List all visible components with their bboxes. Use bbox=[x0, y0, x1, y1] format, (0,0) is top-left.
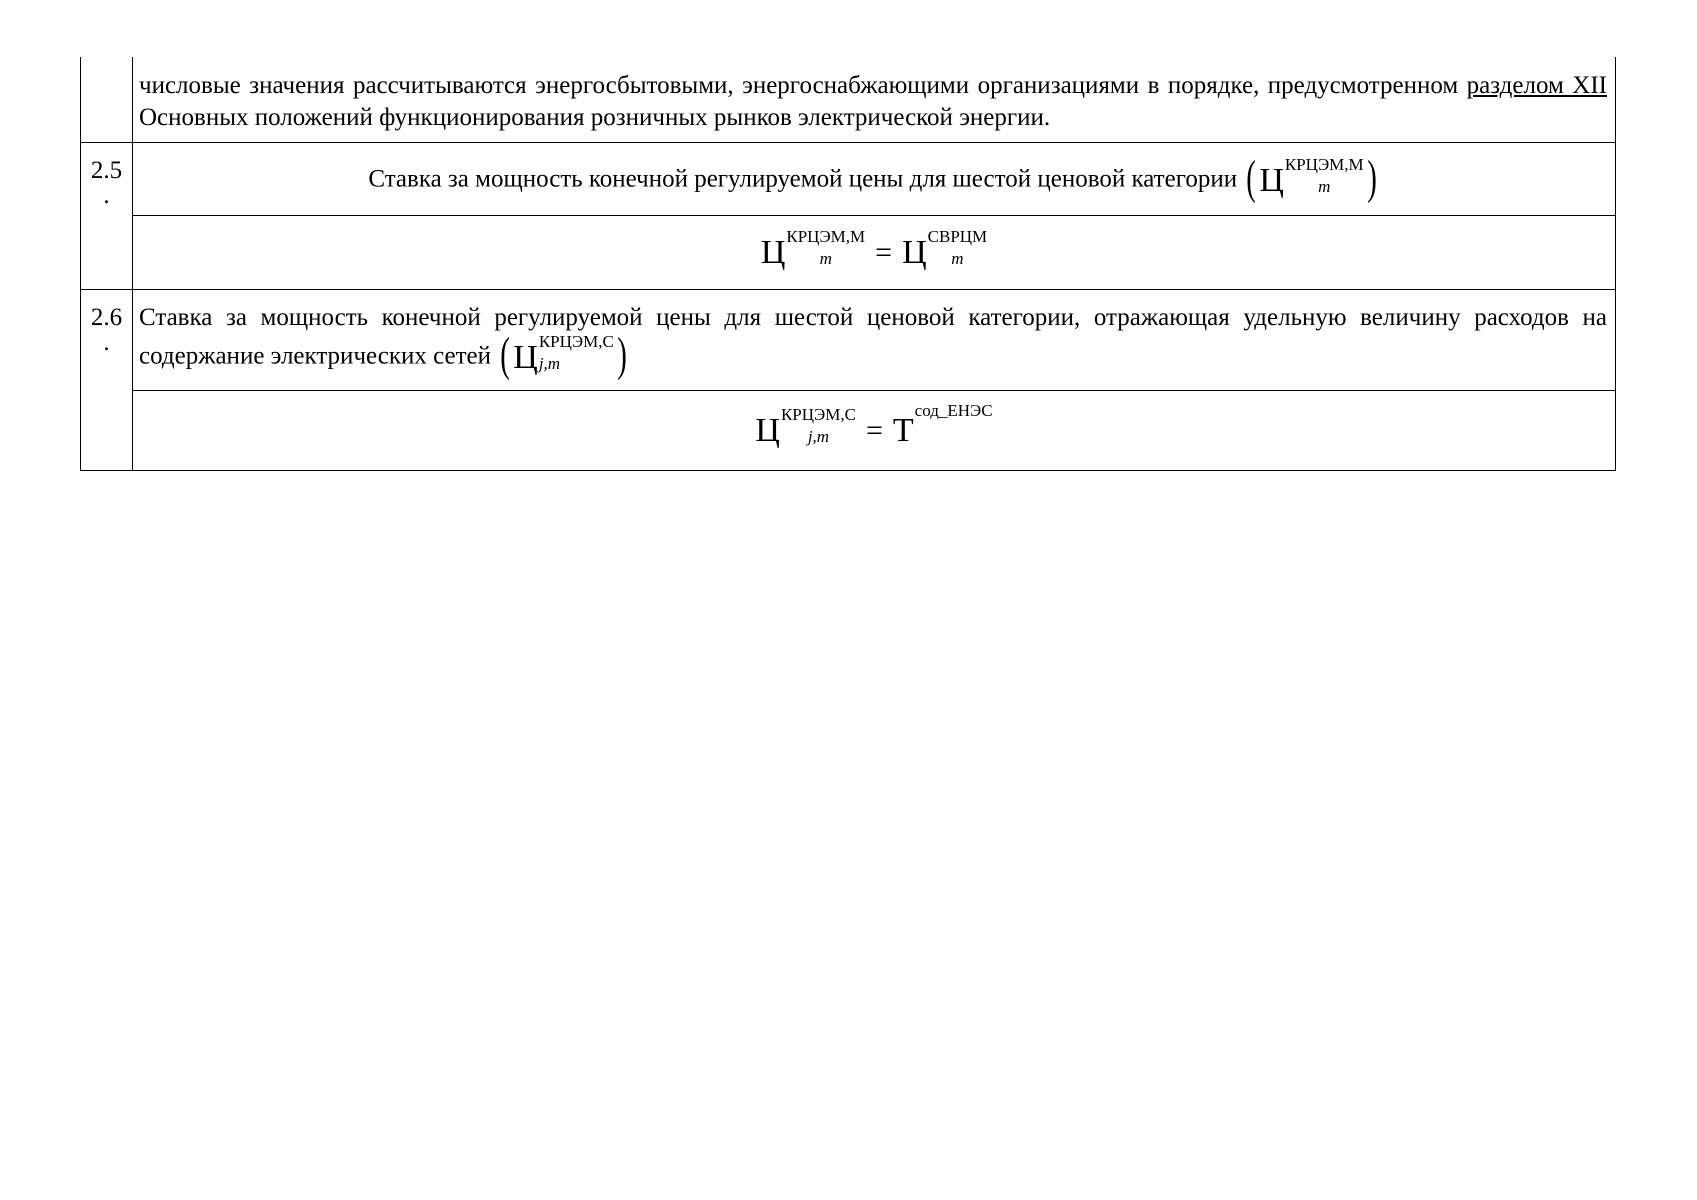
item-title-2-6 bbox=[133, 290, 1616, 391]
formula-superscript: КРЦЭМ,C bbox=[538, 332, 614, 351]
continued-text-cell bbox=[133, 57, 1616, 143]
continued-text-before: числовые значения рассчитываются энергосбытовыми, энергоснабжающими организациями в порядке, предусмотренном bbox=[139, 72, 1467, 99]
formula-lhs-subscript: m bbox=[819, 248, 832, 268]
item-title: Ставка за мощность конечной регулируемой цены для шестой ценовой категории, отражающая удельную величину расходов на содержание электрических сетей bbox=[139, 304, 1607, 370]
formula bbox=[755, 400, 993, 451]
formula-symbol: Ц bbox=[513, 339, 538, 376]
inline-formula: (Ц КРЦЭМ,М m ) bbox=[1246, 151, 1377, 204]
formula-lhs-symbol: Ц bbox=[755, 411, 780, 449]
item-title-2-5 bbox=[133, 143, 1616, 216]
formula-rhs-symbol: Т bbox=[892, 411, 914, 449]
formula-rhs-superscript: СВРЦМ bbox=[927, 226, 988, 246]
formula-subscript: j,m bbox=[538, 354, 561, 373]
item-number: 2.6 bbox=[90, 304, 123, 331]
formula-lhs-subscript: j,m bbox=[807, 426, 830, 446]
formula-lhs-superscript: КРЦЭМ,М bbox=[786, 226, 866, 246]
formula-superscript: КРЦЭМ,М bbox=[1284, 155, 1364, 174]
continued-text-after: Основных положений функционирования розничных рынков электрической энергии. bbox=[139, 104, 1051, 131]
formula-rhs-superscript: сод_ЕНЭС bbox=[914, 400, 993, 420]
formula-equals: = bbox=[865, 413, 883, 447]
formula-equals: = bbox=[875, 235, 893, 269]
item-title: Ставка за мощность конечной регулируемой цены для шестой ценовой категории bbox=[368, 165, 1238, 193]
item-number-dot: . bbox=[103, 182, 110, 209]
table-row bbox=[81, 391, 1616, 471]
formula-cell-2-5 bbox=[133, 216, 1616, 290]
item-number: 2.5 bbox=[90, 157, 123, 184]
item-number-dot: . bbox=[103, 329, 110, 356]
number-cell bbox=[81, 57, 133, 143]
table-row bbox=[81, 57, 1616, 143]
inline-formula: (Ц КРЦЭМ,C j,m ) bbox=[500, 328, 627, 381]
item-number-2-6 bbox=[81, 290, 133, 471]
section-xii-link[interactable]: разделом XII bbox=[1466, 72, 1607, 99]
formula-lhs-superscript: КРЦЭМ,C bbox=[780, 404, 856, 424]
table-row bbox=[81, 290, 1616, 391]
formula-lhs-symbol: Ц bbox=[760, 233, 786, 271]
table-row bbox=[81, 143, 1616, 216]
formula-rhs-subscript: m bbox=[951, 248, 964, 268]
formula-rhs-symbol: Ц bbox=[902, 233, 927, 271]
regulation-table bbox=[80, 57, 1616, 471]
table-row bbox=[81, 216, 1616, 290]
formula bbox=[760, 226, 988, 273]
item-number-2-5 bbox=[81, 143, 133, 290]
formula-symbol: Ц bbox=[1259, 162, 1284, 199]
formula-subscript: m bbox=[1318, 177, 1331, 196]
formula-cell-2-6 bbox=[133, 391, 1616, 471]
